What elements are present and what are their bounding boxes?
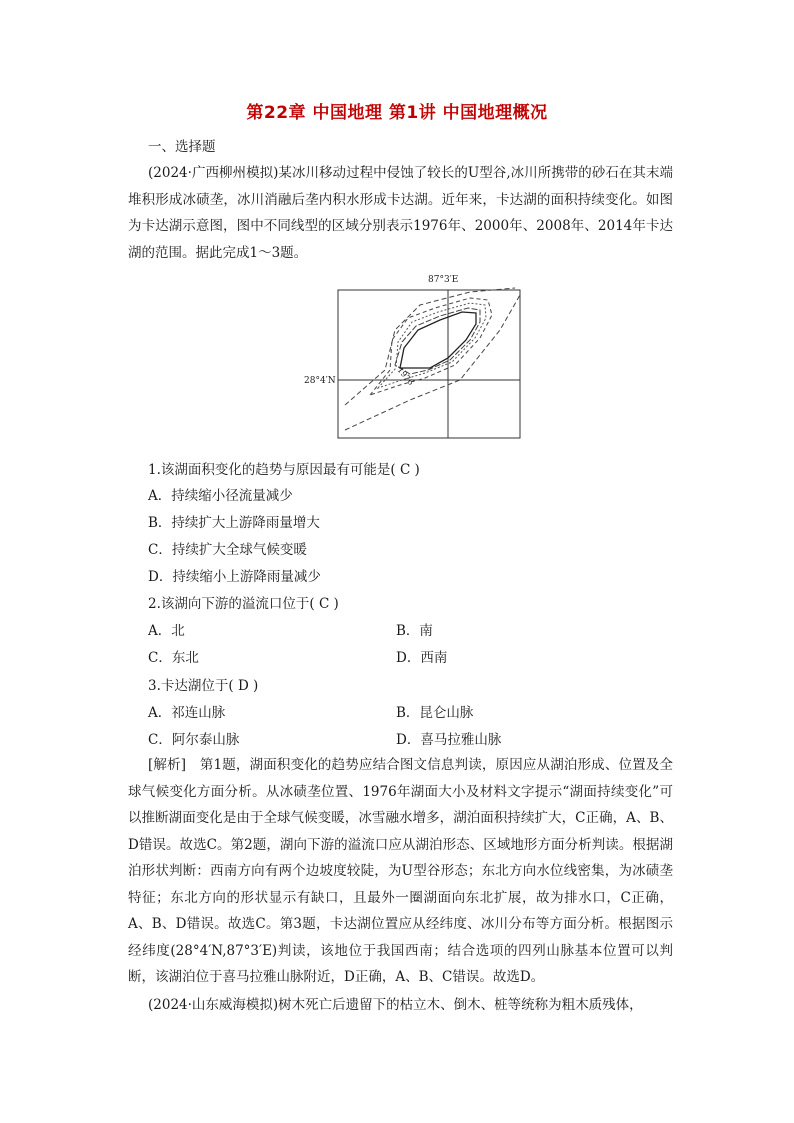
map-frame [338,290,520,438]
question-3-option-c: C．阿尔泰山脉 [148,732,240,748]
question-2-option-b: B．南 [396,623,433,639]
latitude-label: 28°4′N [304,376,336,386]
question-2-stem: 2.该湖向下游的溢流口位于( C ) [148,596,339,612]
page-title: 第22章 中国地理 第1讲 中国地理概况 [246,103,548,123]
longitude-label: 87°3′E [428,275,459,285]
question-3-option-a: A．祁连山脉 [148,705,226,721]
section-heading: 一、选择题 [148,139,216,155]
question-1-option-a: A．持续缩小径流量减少 [148,488,293,504]
question-2-option-a: A．北 [148,623,185,639]
lake-map-figure [300,270,530,440]
analysis-paragraph: [解析] 第1题，湖面积变化的趋势应结合图文信息判读，原因应从湖泊形成、位置及全球气候变化方面分析。从冰碛垄位置、1976年湖面大小及材料文字提示“湖面持续变化”可以推断湖面变化是由于全球气候变暖，冰雪融水增多，湖泊面积持续扩大，C正确，A、B、D错误。故选C。第2题，湖向下游的溢流口应从湖泊形态、区域地形方面分析判读。根据湖泊形状判断：西南方向有两个边坡度较陡，为U型谷形态；东北方向水位线密集，为冰碛垄特征；东北方向的形状显示有缺口，且最外一圈湖面向东北扩展，故为排水口，C正确，A、B、D错误。故选C。第3题，卡达湖位置应从经纬度、冰川分布等方面分析。根据图示经纬度(28°4′N,87°3′E)判读，该地位于我国西南；结合选项的四列山脉基本位置可以判断，该湖泊位于喜马拉雅山脉附近，D正确，A、B、C错误。故选D。 [128,757,673,985]
lake-map-svg [300,270,530,440]
question-1-option-c: C．持续扩大全球气候变暖 [148,542,307,558]
question-1-option-b: B．持续扩大上游降雨量增大 [148,515,320,531]
question-2-option-c: C．东北 [148,650,199,666]
question-1-option-d: D．持续缩小上游降雨量减少 [148,569,321,585]
question-3-stem: 3.卡达湖位于( D ) [148,678,259,694]
next-intro-paragraph: (2024·山东威海模拟)树木死亡后遗留下的枯立木、倒木、桩等统称为粗木质残体， [148,997,643,1013]
question-3-option-b: B．昆仑山脉 [396,705,474,721]
year-label: 1976 [395,365,416,387]
question-1-stem: 1.该湖面积变化的趋势与原因最有可能是( C ) [148,462,420,478]
intro-paragraph: (2024·广西柳州模拟)某冰川移动过程中侵蚀了较长的U型谷,冰川所携带的砂石在其末端堆积形成冰碛垄，冰川消融后垄内积水形成卡达湖。近年来，卡达湖的面积持续变化。如图为卡达湖示意图，图中不同线型的区域分别表示1976年、2000年、2008年、2014年卡达湖的范围。据此完成1～3题。 [128,165,673,261]
question-2-option-d: D．西南 [396,650,448,666]
question-3-option-d: D．喜马拉雅山脉 [396,732,502,748]
